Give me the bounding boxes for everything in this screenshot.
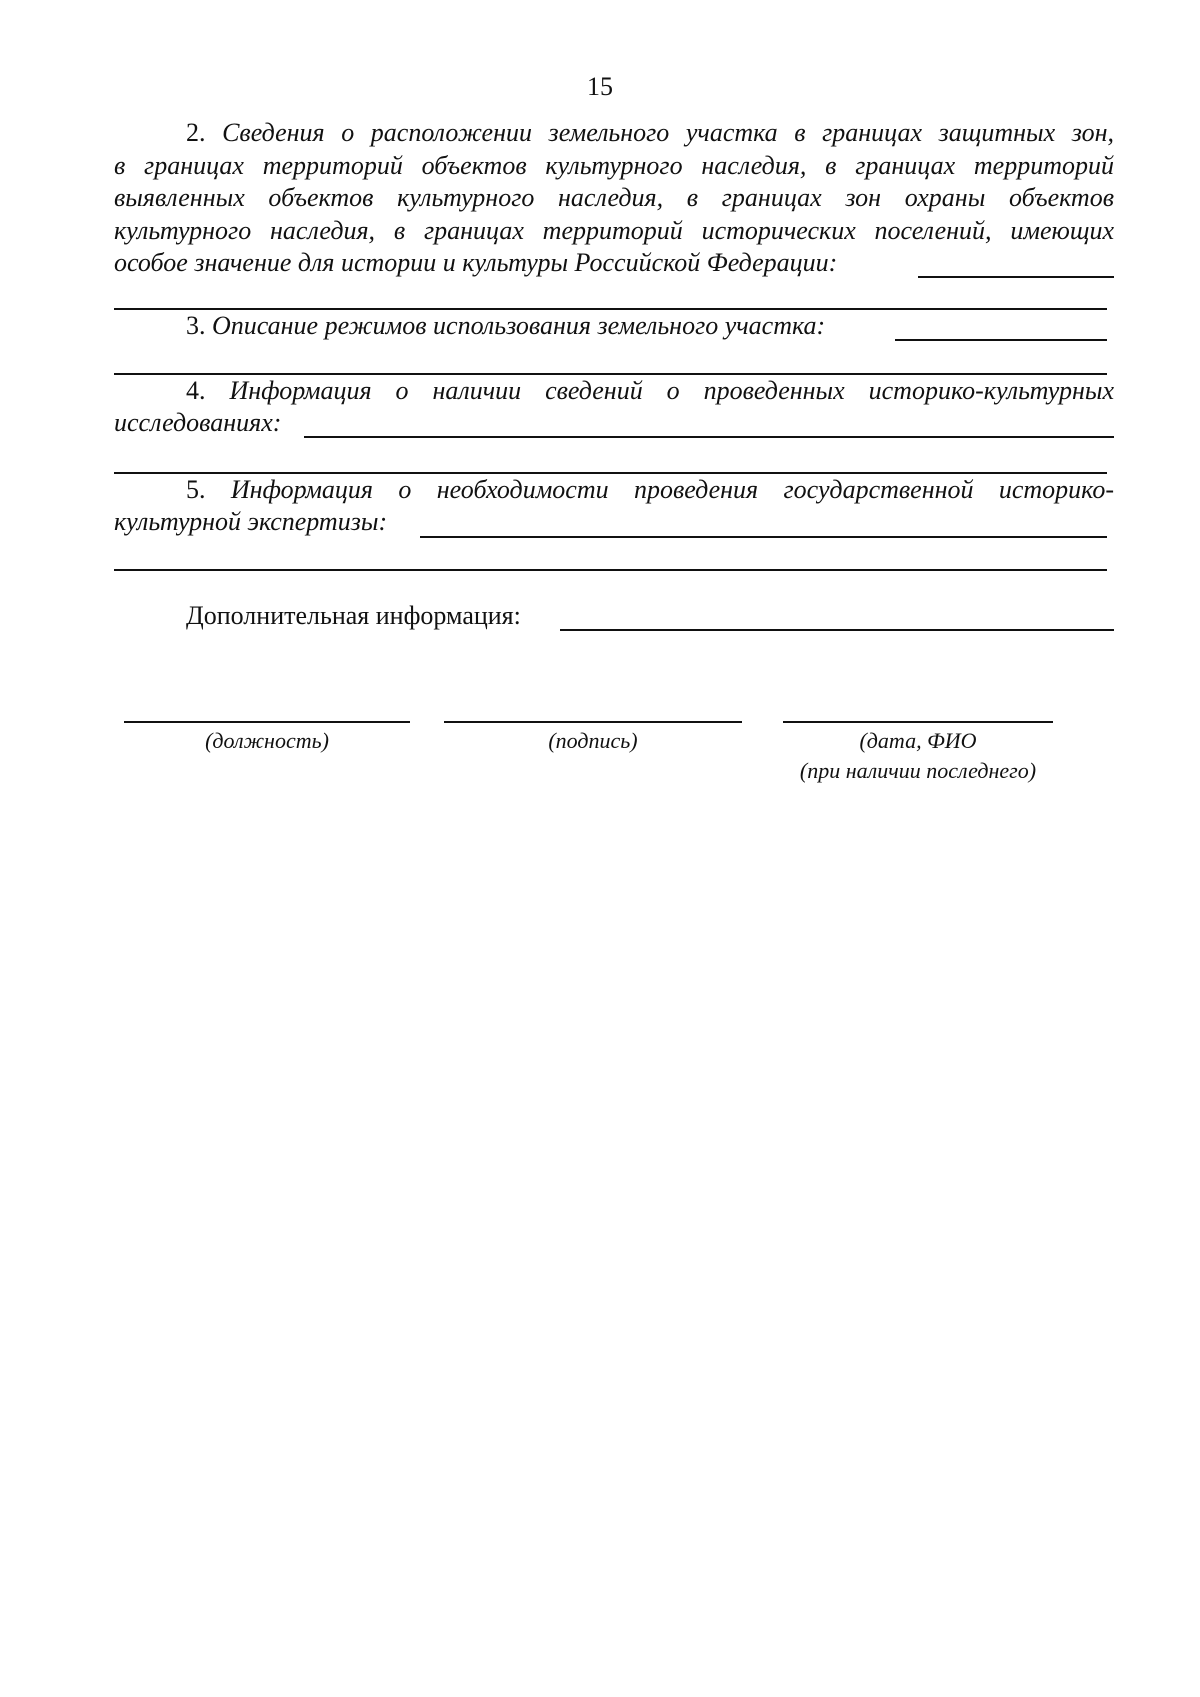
page-number: 15 xyxy=(587,72,613,101)
item-5-fill-line[interactable] xyxy=(114,569,1107,571)
date-name-caption-line-2: (при наличии последнего) xyxy=(799,758,1037,783)
item-2-fill-line-short[interactable] xyxy=(918,276,1114,278)
item-2-text-line-5: особое значение для истории и культуры Российской Федерации: xyxy=(114,248,838,277)
item-4-line-2 xyxy=(114,407,1114,440)
position-caption: (должность) xyxy=(205,728,329,753)
item-5-fill-line-short[interactable] xyxy=(420,536,1107,538)
item-2-line-2 xyxy=(114,150,1114,183)
date-name-line[interactable] xyxy=(783,721,1053,723)
item-2-text-line-2: в границах территорий объектов культурного наследия, в границах территорий xyxy=(114,151,1114,180)
item-2-text-line-3: выявленных объектов культурного наследия, в границах зон охраны объектов xyxy=(114,183,1114,212)
item-4-text-line-2: исследованиях: xyxy=(114,408,282,437)
item-2-line-5 xyxy=(114,247,1114,280)
item-3-fill-line-short[interactable] xyxy=(895,339,1107,341)
additional-info-fill-line[interactable] xyxy=(560,629,1114,631)
item-2-line-4 xyxy=(114,215,1114,248)
item-3-line-1 xyxy=(114,310,1114,343)
signature-caption: (подпись) xyxy=(548,728,638,753)
item-3-number: 3. xyxy=(186,311,206,340)
item-3-text: Описание режимов использования земельного участка: xyxy=(212,311,826,340)
item-5-number: 5. xyxy=(186,475,206,504)
item-5-line-2 xyxy=(114,506,1114,539)
position-line[interactable] xyxy=(124,721,410,723)
date-name-caption-line-1: (дата, ФИО xyxy=(859,728,977,753)
item-4-fill-line-short[interactable] xyxy=(304,436,1114,438)
item-2-text-line-4: культурного наследия, в границах территорий исторических поселений, имеющих xyxy=(114,216,1114,245)
item-2-text-line-1: Сведения о расположении земельного участка в границах защитных зон, xyxy=(222,118,1114,147)
additional-info-label: Дополнительная информация: xyxy=(186,601,521,630)
item-4-text-line-1: Информация о наличии сведений о проведенных историко-культурных xyxy=(229,376,1114,405)
item-2-line-3 xyxy=(114,182,1114,215)
signature-line[interactable] xyxy=(444,721,742,723)
item-2-number: 2. xyxy=(186,118,206,147)
item-4-number: 4. xyxy=(186,376,206,405)
item-4-line-1 xyxy=(114,375,1114,408)
item-5-text-line-2: культурной экспертизы: xyxy=(114,507,388,536)
item-5-line-1 xyxy=(114,474,1114,507)
item-2-line-1 xyxy=(114,117,1114,150)
item-5-text-line-1: Информация о необходимости проведения государственной историко- xyxy=(230,475,1114,504)
